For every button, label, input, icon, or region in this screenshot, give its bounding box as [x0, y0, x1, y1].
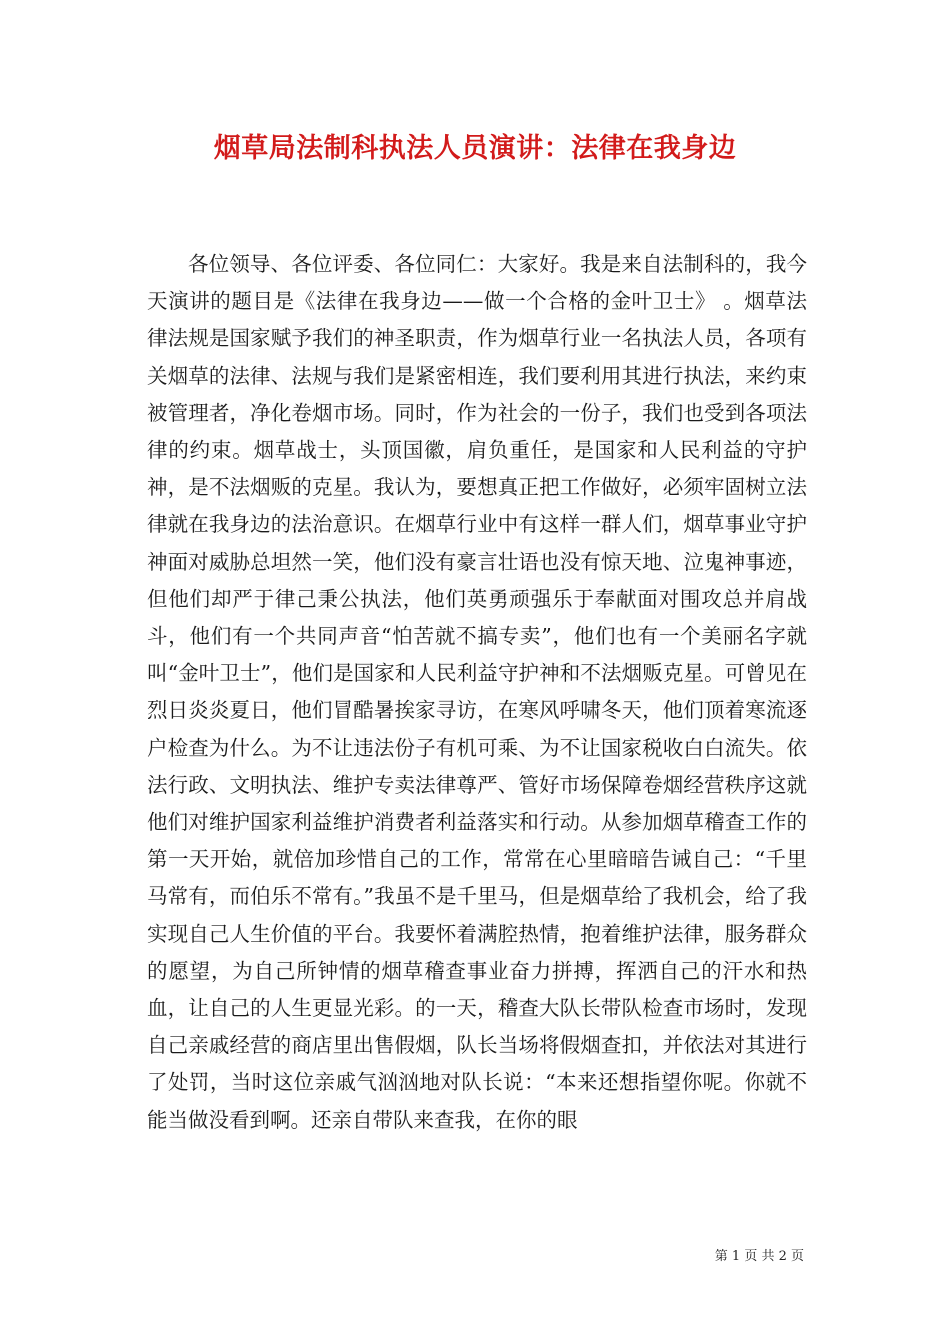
- document-title: 烟草局法制科执法人员演讲：法律在我身边: [213, 133, 737, 164]
- page-number: 第 1 页 共 2 页: [714, 1249, 804, 1264]
- document-body: 各位领导、各位评委、各位同仁：大家好。我是来自法制科的，我今天演讲的题目是《法律在我身边——做一个合格的金叶卫士》 。烟草法律法规是国家赋予我们的神圣职责，作为烟草行业一名执法人员，各项有关烟草的法律、法规与我们是紧密相连，我们要利用其进行执法，来约束被管理者，净化卷烟市场。同时，作为社会的一份子，我们也受到各项法律的约束。烟草战士，头顶国徽，肩负重任，是国家和人民利益的守护神，是不法烟贩的克星。我认为，要想真正把工作做好，必须牢固树立法律就在我身边的法治意识。在烟草行业中有这样一群人们，烟草事业守护神面对威胁总坦然一笑，他们没有豪言壮语也没有惊天地、泣鬼神事迹，但他们却严于律己秉公执法，他们英勇顽强乐于奉献面对围攻总并肩战斗，他们有一个共同声音“怕苦就不搞专卖”，他们也有一个美丽名字就叫“金叶卫士”，他们是国家和人民利益守护神和不法烟贩克星。可曾见在烈日炎炎夏日，他们冒酷暑挨家寻访，在寒风呼啸冬天，他们顶着寒流逐户检查为什么。为不让违法份子有机可乘、为不让国家税收白白流失。依法行政、文明执法、维护专卖法律尊严、管好市场保障卷烟经营秩序这就他们对维护国家利益维护消费者利益落实和行动。从参加烟草稽查工作的第一天开始，就倍加珍惜自己的工作，常常在心里暗暗告诫自己：“千里马常有，而伯乐不常有。”我虽不是千里马，但是烟草给了我机会，给了我实现自己人生价值的平台。我要怀着满腔热情，抱着维护法律，服务群众的愿望，为自己所钟情的烟草稽查事业奋力拼搏，挥洒自己的汗水和热血，让自己的人生更显光彩。的一天，稽查大队长带队检查市场时，发现自己亲戚经营的商店里出售假烟，队长当场将假烟查扣，并依法对其进行了处罚，当时这位亲戚气汹汹地对队长说：“本来还想指望你呢。你就不能当做没看到啊。还亲自带队来查我，在你的眼: [147, 252, 807, 1132]
